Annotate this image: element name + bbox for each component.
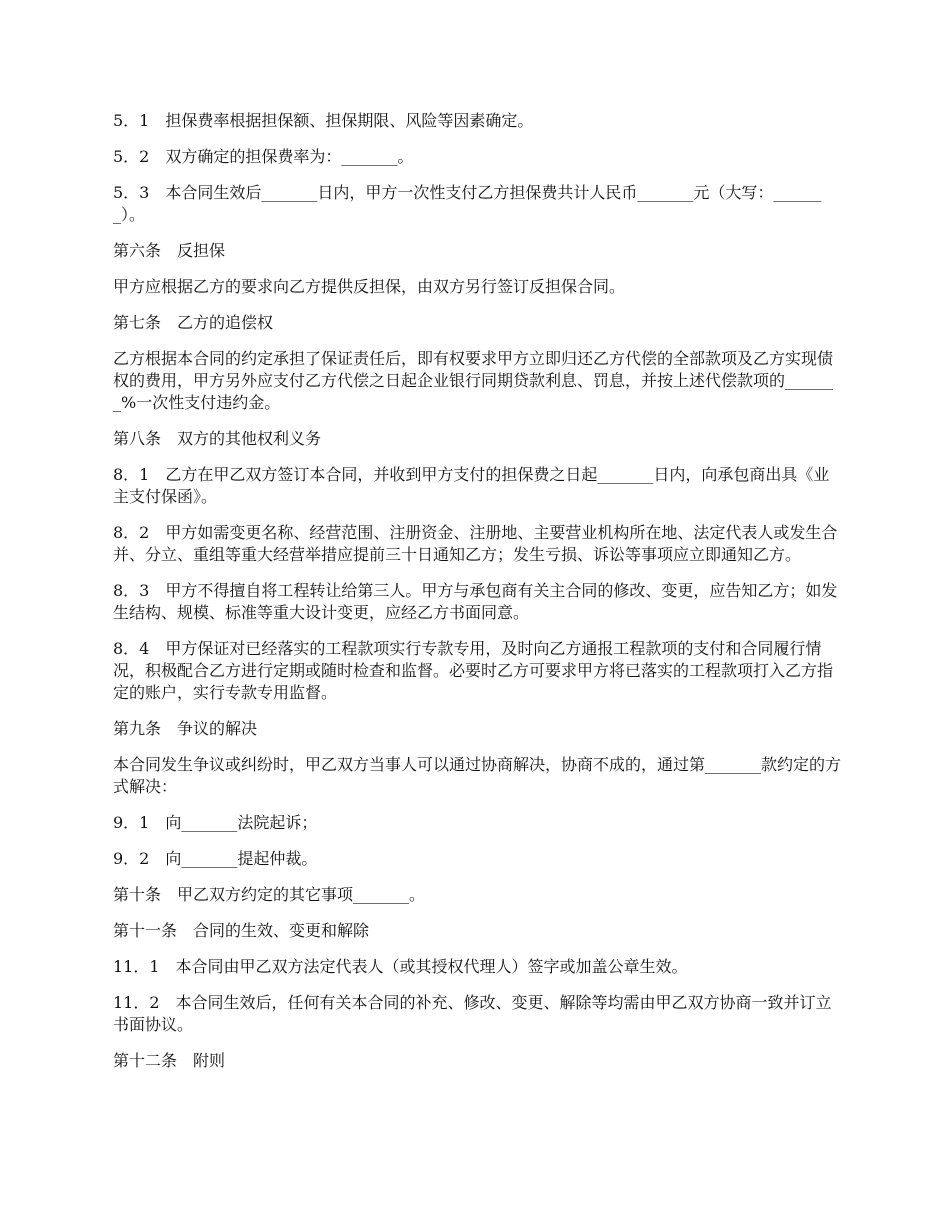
article-9-text: 本合同发生争议或纠纷时，甲乙双方当事人可以通过协商解决，协商不成的，通过第_______款约定的方式解决： [113, 755, 842, 796]
article-8-heading: 第八条 双方的其他权利义务 [113, 429, 322, 448]
clause-11-1: 11．1 本合同由甲乙双方法定代表人（或其授权代理人）签字或加盖公章生效。 [113, 957, 688, 976]
clause-5-3: 5．3 本合同生效后_______日内，甲方一次性支付乙方担保费共计人民币_______元（大写：_______）。 [113, 183, 822, 224]
clause-8-2: 8．2 甲方如需变更名称、经营范围、注册资金、注册地、主要营业机构所在地、法定代表人或发生合并、分立、重组等重大经营举措应提前三十日通知乙方；发生亏损、诉讼等事项应立即通知乙方。 [113, 523, 838, 564]
article-7-heading: 第七条 乙方的追偿权 [113, 313, 274, 332]
clause-8-3: 8．3 甲方不得擅自将工程转让给第三人。甲方与承包商有关主合同的修改、变更，应告知乙方；如发生结构、规模、标准等重大设计变更，应经乙方书面同意。 [113, 581, 838, 622]
clause-5-2: 5．2 双方确定的担保费率为：_______。 [113, 147, 414, 166]
clause-8-1: 8．1 乙方在甲乙双方签订本合同，并收到甲方支付的担保费之日起_______日内，向承包商出具《业主支付保函》。 [113, 465, 830, 506]
clause-9-2: 9．2 向_______提起仲裁。 [113, 849, 318, 868]
clause-8-4: 8．4 甲方保证对已经落实的工程款项实行专款专用，及时向乙方通报工程款项的支付和合同履行情况，积极配合乙方进行定期或随时检查和监督。必要时乙方可要求甲方将已落实的工程款项打入乙方指定的账户，实行专款专用监督。 [113, 639, 834, 702]
article-9-heading: 第九条 争议的解决 [113, 719, 258, 738]
article-10-heading: 第十条 甲乙双方约定的其它事项_______。 [113, 885, 426, 904]
document-body [113, 110, 841, 1086]
article-7-text: 乙方根据本合同的约定承担了保证责任后，即有权要求甲方立即归还乙方代偿的全部款项及乙方实现债权的费用，甲方另外应支付乙方代偿之日起企业银行同期贷款利息、罚息，并按上述代偿款项的_______%一次性支付违约金。 [113, 349, 834, 412]
clause-5-1: 5．1 担保费率根据担保额、担保期限、风险等因素确定。 [113, 111, 534, 130]
article-11-heading: 第十一条 合同的生效、变更和解除 [113, 921, 370, 940]
article-12-heading: 第十二条 附则 [113, 1051, 226, 1070]
article-6-heading: 第六条 反担保 [113, 241, 226, 260]
article-6-text: 甲方应根据乙方的要求向乙方提供反担保，由双方另行签订反担保合同。 [113, 277, 626, 296]
clause-9-1: 9．1 向_______法院起诉； [113, 813, 318, 832]
clause-11-2: 11．2 本合同生效后，任何有关本合同的补充、修改、变更、解除等均需由甲乙双方协商一致并订立书面协议。 [113, 993, 832, 1034]
